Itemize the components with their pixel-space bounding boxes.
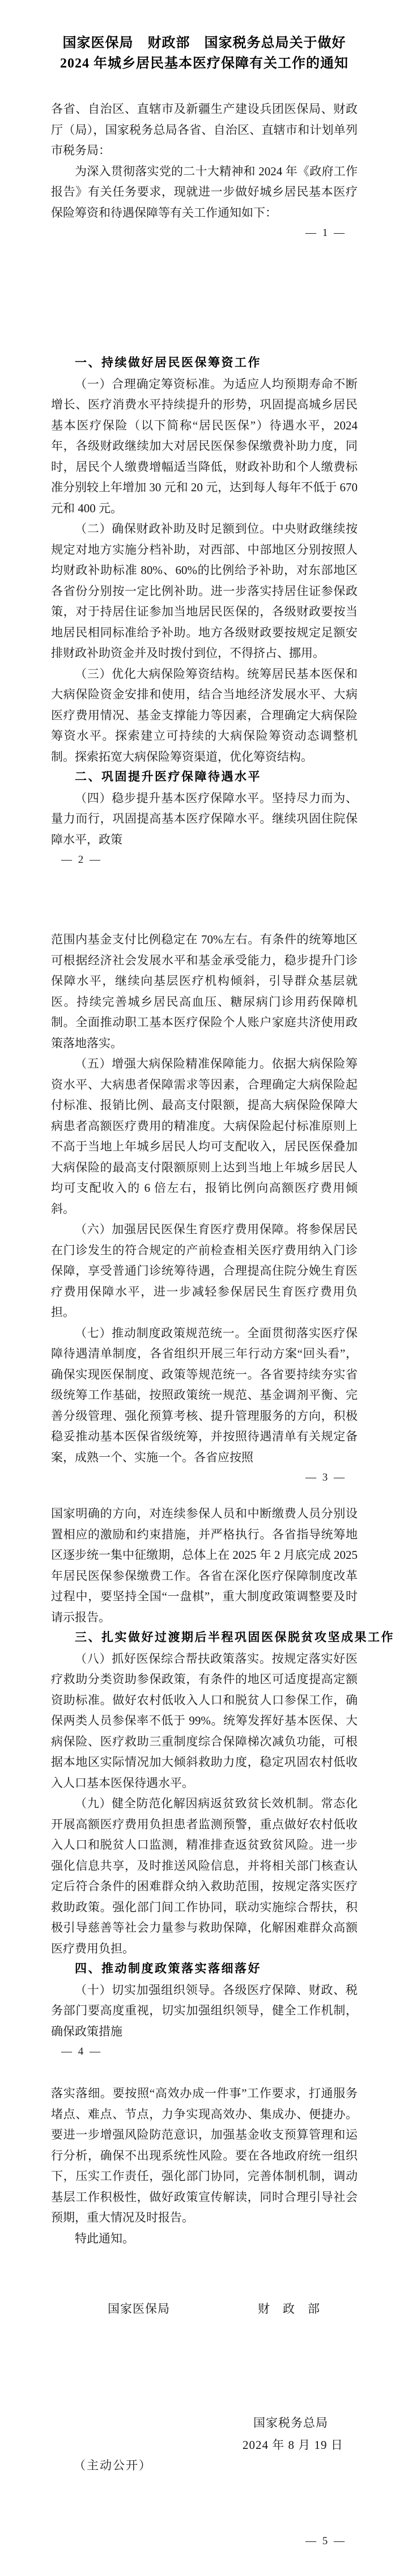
page-number-2: — 2 — — [61, 854, 102, 866]
disclosure-note: （主动公开） — [74, 2459, 152, 2472]
paragraph-item-1: （一）合理确定筹资标准。为适应人均预期寿命不断增长、医疗消费水平持续提升的形势，巩固提高城乡居民基本医疗保险（以下简称“居民医保”）待遇水平，2024 年，各级财政继续加大对居民医保参保缴费补助力度，同时，居民个人缴费增幅适当降低，财政补助和个人缴费标准分别较上年增加 30 元和 20 元，达到每人每年不低于 670 元和 400 元。 — [51, 377, 358, 515]
paragraph-item-8: （八）抓好医保综合帮扶政策落实。按规定落实好医疗救助分类资助参保政策，有条件的地区可适度提高定额资助标准。做好农村低收入人口和脱贫人口参保工作，确保两类人员参保率不低于 99%。统筹发挥好基本医保、大病保险、医疗救助三重制度综合保障梯次减负功能，可根据本地区实际情况加大倾斜救助力度，稳定巩固农村低收入人口基本医保待遇水平。 — [51, 1651, 358, 1790]
section-heading-1: 一、持续做好居民医保筹资工作 — [75, 356, 261, 369]
page-2 — [51, 353, 358, 871]
page-5 — [51, 2083, 358, 2554]
document-title-line-1: 国家医保局 财政部 国家税务总局关于做好 — [62, 36, 346, 50]
page-number-1: — 1 — — [305, 227, 346, 239]
intro-paragraph: 为深入贯彻落实党的二十大精神和 2024 年《政府工作报告》有关任务要求，现就进一步做好城乡居民基本医疗保险筹资和待遇保障等有关工作通知如下： — [51, 164, 358, 220]
paragraph-continuation: 落实落细。要按照“高效办成一件事”工作要求，打通服务堵点、难点、节点，力争实现高效办、集成办、便捷办。要进一步增强风险防范意识，加强基金收支预算管理和运行分析，确保不出现系统性风险。要在各地政府统一组织下，压实工作责任，强化部门协同，完善体制机制，调动基层工作积极性，做好政策宣传解读，同时合理引导社会预期，重大情况及时报告。 — [51, 2086, 358, 2224]
document-title — [51, 33, 358, 74]
paragraph-continuation: 范围内基金支付比例稳定在 70%左右。有条件的统筹地区可根据经济社会发展水平和基金承受能力，稳步提升门诊保障水平，继续向基层医疗机构倾斜，引导群众基层就医。持续完善城乡居民高血压、糖尿病门诊用药保障机制。全面推动职工基本医疗保险个人账户家庭共济使用政策落地落实。 — [51, 933, 358, 1050]
signature-agency-taxation: 国家税务总局 — [253, 2416, 328, 2430]
page-3 — [51, 929, 358, 1489]
paragraph-item-3: （三）优化大病保险筹资结构。统筹居民基本医保和大病保险资金安排和使用，结合当地经济发展水平、大病医疗费用情况、基金支撑能力等因素，合理确定大病保险筹资水平。探索建立可持续的大病保险筹资动态调整机制。探索拓宽大病保险筹资渠道，优化筹资结构。 — [51, 667, 358, 764]
section-heading-3: 三、扎实做好过渡期后半程巩固医保脱贫攻坚成果工作 — [75, 1631, 394, 1644]
signature-agency-nhsa: 国家医保局 — [108, 2302, 170, 2316]
section-heading-4: 四、推动制度政策落实落细落好 — [75, 1962, 261, 1975]
salutation: 各省、自治区、直辖市及新疆生产建设兵团医保局、财政厅（局），国家税务总局各省、自治区、直辖市和计划单列市税务局： — [51, 102, 358, 157]
section-heading-2: 二、巩固提升医疗保障待遇水平 — [75, 770, 261, 783]
page-4 — [51, 1503, 394, 2063]
page-number-4: — 4 — — [61, 2046, 102, 2058]
paragraph-item-6: （六）加强居民医保生育医疗费用保障。将参保居民在门诊发生的符合规定的产前检查相关医疗费用纳入门诊保障，享受普通门诊统筹待遇，合理提高住院分娩生育医疗费用保障水平，进一步减轻参保居民生育医疗费用负担。 — [51, 1222, 358, 1319]
page-number-5: — 5 — — [305, 2535, 346, 2547]
page-number-3: — 3 — — [305, 1472, 346, 1483]
signature-agency-mof: 财 政 部 — [258, 2302, 320, 2316]
paragraph-item-5: （五）增强大病保险精准保障能力。依据大病保险筹资水平、大病患者保障需求等因素，合理确定大病保险起付标准、报销比例、最高支付限额，提高大病保险保障大病患者高额医疗费用的精准度。大病保险起付标准原则上不高于当地上年城乡居民人均可支配收入，居民医保叠加大病保险的最高支付限额原则上达到当地上年城乡居民人均可支配收入的 6 倍左右，报销比例向高额医疗费用倾斜。 — [51, 1057, 358, 1216]
document-title-line-2: 2024 年城乡居民基本医疗保障有关工作的通知 — [60, 56, 348, 71]
paragraph-item-4: （四）稳步提升基本医疗保障水平。坚持尽力而为、量力而行，巩固提高基本医疗保障水平。继续巩固住院保障水平，政策 — [51, 791, 358, 846]
paragraph-continuation: 国家明确的方向，对连续参保人员和中断缴费人员分别设置相应的激励和约束措施，并严格执行。各省指导统筹地区逐步统一集中征缴期，总体上在 2025 年 2 月底完成 2025 年居民医保参保缴费工作。各省在深化医疗保障制度改革过程中，要坚持全国“一盘棋”，重大制度政策调整要及时请示报告。 — [51, 1507, 358, 1624]
paragraph-item-7: （七）推动制度政策规范统一。全面贯彻落实医疗保障待遇清单制度，各省组织开展三年行动方案“回头看”，确保实现医保制度、政策等规范统一。各省要持续夯实省级统筹工作基础，按照政策统一规范、基金调剂平衡、完善分级管理、强化预算考核、提升管理服务的方向，积极稳妥推动基本医保省级统筹，并按照待遇清单有关规定备案，成熟一个、实施一个。各省应按照 — [51, 1326, 358, 1464]
paragraph-item-9: （九）健全防范化解因病返贫致贫长效机制。常态化开展高额医疗费用负担患者监测预警，重点做好农村低收入人口和脱贫人口监测，精准排查返贫致贫风险。进一步强化信息共享，及时推送风险信息，并将相关部门核查认定后符合条件的困难群众纳入救助范围，按规定落实医疗救助政策。强化部门间工作协同，联动实施综合帮扶，积极引导慈善等社会力量参与救助保障，化解困难群众高额医疗费用负担。 — [51, 1797, 358, 1955]
paragraph-item-2: （二）确保财政补助及时足额到位。中央财政继续按规定对地方实施分档补助，对西部、中部地区分别按照人均财政补助标准 80%、60%的比例给予补助，对东部地区各省份分别按一定比例补助。进一步落实持居住证参保政策，对于持居住证参加当地居民医保的，各级财政要按当地居民相同标准给予补助。地方各级财政要按规定足额安排财政补助资金并及时拨付到位，不得挤占、挪用。 — [51, 522, 358, 660]
page-1 — [51, 33, 358, 244]
closing-line: 特此通知。 — [75, 2231, 134, 2245]
paragraph-item-10: （十）切实加强组织领导。各级医疗保障、财政、税务部门要高度重视，切实加强组织领导，健全工作机制，确保政策措施 — [51, 1983, 358, 2038]
signature-date: 2024 年 8 月 19 日 — [243, 2438, 343, 2452]
